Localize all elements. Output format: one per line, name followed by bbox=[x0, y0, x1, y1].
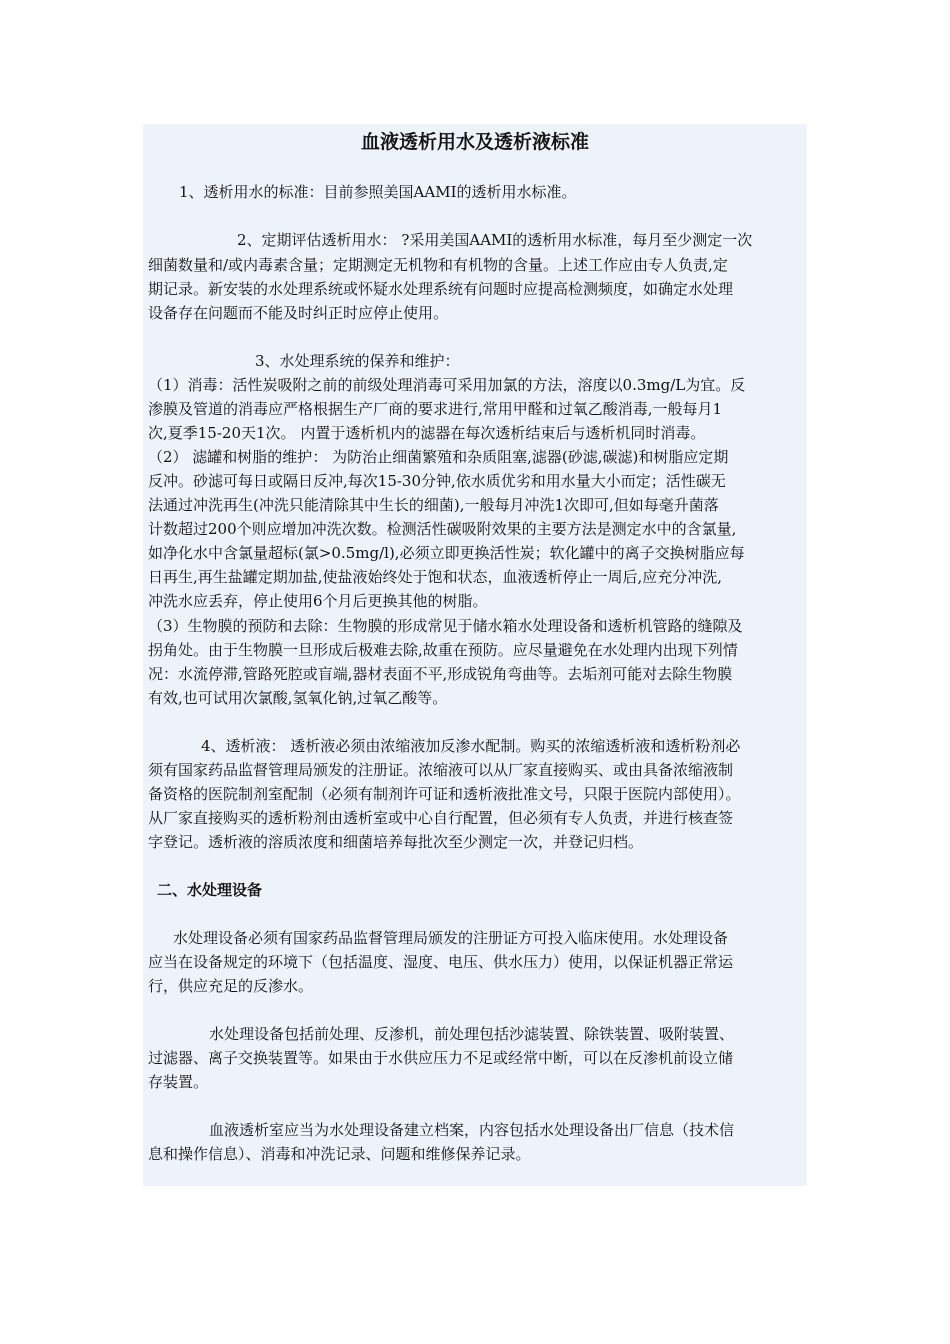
paragraph-line: 细菌数量和/或内毒素含量；定期测定无机物和有机物的含量。上述工作应由专人负责,定 bbox=[148, 256, 728, 274]
paragraph-line: 法通过冲洗再生(冲洗只能清除其中生长的细菌),一般每月冲洗1次即可,但如每毫升菌落 bbox=[148, 496, 719, 514]
document-title: 血液透析用水及透析液标准 bbox=[360, 131, 589, 153]
paragraph-line: 计数超过200个则应增加冲洗次数。检测活性碳吸附效果的主要方法是测定水中的含氯量, bbox=[148, 520, 737, 538]
paragraph-line: 设备存在问题而不能及时纠正时应停止使用。 bbox=[148, 304, 449, 322]
paragraph-line: 须有国家药品监督管理局颁发的注册证。浓缩液可以从厂家直接购买、或由具备浓缩液制 bbox=[148, 761, 734, 779]
paragraph-line: 行，供应充足的反渗水。 bbox=[148, 977, 314, 995]
paragraph-line: 如净化水中含氯量超标(氯>0.5mg/l),必须立即更换活性炭；软化罐中的离子交换树脂应每 bbox=[148, 544, 745, 562]
paragraph-line: 况：水流停滞,管路死腔或盲端,器材表面不平,形成锐角弯曲等。去垢剂可能对去除生物膜 bbox=[148, 665, 733, 683]
paragraph-line: 3、水处理系统的保养和维护： bbox=[255, 352, 460, 370]
paragraph-line: 从厂家直接购买的透析粉剂由透析室或中心自行配置，但必须有专人负责，并进行核查签 bbox=[148, 809, 734, 827]
paragraph-line: 应当在设备规定的环境下（包括温度、湿度、电压、供水压力）使用，以保证机器正常运 bbox=[148, 953, 734, 971]
paragraph-line: 反冲。砂滤可每日或隔日反冲,每次15-30分钟,依水质优劣和用水量大小而定；活性碳无 bbox=[148, 472, 726, 490]
paragraph-line: 4、透析液： 透析液必须由浓缩液加反渗水配制。购买的浓缩透析液和透析粉剂必 bbox=[201, 737, 741, 755]
paragraph-line: 字登记。透析液的溶质浓度和细菌培养每批次至少测定一次，并登记归档。 bbox=[148, 833, 644, 851]
section-heading: 二、水处理设备 bbox=[157, 881, 263, 899]
paragraph-line: 备资格的医院制剂室配制（必须有制剂许可证和透析液批准文号，只限于医院内部使用）。 bbox=[148, 785, 741, 803]
paragraph-line: 2、定期评估透析用水： ?采用美国AAMI的透析用水标准，每月至少测定一次 bbox=[237, 231, 753, 249]
paragraph-line: 拐角处。由于生物膜一旦形成后极难去除,故重在预防。应尽量避免在水处理内出现下列情 bbox=[148, 641, 738, 659]
paragraph-line: 次,夏季15-20天1次。 内置于透析机内的滤器在每次透析结束后与透析机同时消毒。 bbox=[148, 424, 706, 442]
paragraph-line: 冲洗水应丢弃，停止使用6个月后更换其他的树脂。 bbox=[148, 592, 488, 610]
paragraph-line: 过滤器、离子交换装置等。如果由于水供应压力不足或经常中断，可以在反渗机前设立储 bbox=[148, 1049, 734, 1067]
paragraph-line: 渗膜及管道的消毒应严格根据生产厂商的要求进行,常用甲醛和过氧乙酸消毒,一般每月1 bbox=[148, 400, 723, 418]
paragraph-line: 存装置。 bbox=[148, 1073, 209, 1091]
paragraph-line: 有效,也可试用次氯酸,氢氧化钠,过氧乙酸等。 bbox=[148, 689, 448, 707]
paragraph-line: 日再生,再生盐罐定期加盐,使盐液始终处于饱和状态，血液透析停止一周后,应充分冲洗, bbox=[148, 568, 723, 586]
paragraph-line: 水处理设备包括前处理、反渗机，前处理包括沙滤装置、除铁装置、吸附装置、 bbox=[209, 1025, 735, 1043]
paragraph-line: 1、透析用水的标准：目前参照美国AAMI的透析用水标准。 bbox=[179, 183, 577, 201]
paragraph-line: （2） 滤罐和树脂的维护： 为防治止细菌繁殖和杂质阻塞,滤器(砂滤,碳滤)和树脂应定期 bbox=[148, 448, 729, 466]
paragraph-line: 水处理设备必须有国家药品监督管理局颁发的注册证方可投入临床使用。水处理设备 bbox=[173, 929, 729, 947]
paragraph-line: 息和操作信息）、消毒和冲洗记录、问题和维修保养记录。 bbox=[148, 1145, 531, 1163]
paragraph-line: （3）生物膜的预防和去除：生物膜的形成常见于储水箱水处理设备和透析机管路的缝隙及 bbox=[148, 617, 743, 635]
paragraph-line: 期记录。新安装的水处理系统或怀疑水处理系统有问题时应提高检测频度，如确定水处理 bbox=[148, 280, 734, 298]
paragraph-line: （1）消毒：活性炭吸附之前的前级处理消毒可采用加氯的方法，溶度以0.3mg/L为宜。反 bbox=[148, 376, 746, 394]
paragraph-line: 血液透析室应当为水处理设备建立档案，内容包括水处理设备出厂信息（技术信 bbox=[209, 1121, 735, 1139]
document-page bbox=[143, 124, 807, 1186]
